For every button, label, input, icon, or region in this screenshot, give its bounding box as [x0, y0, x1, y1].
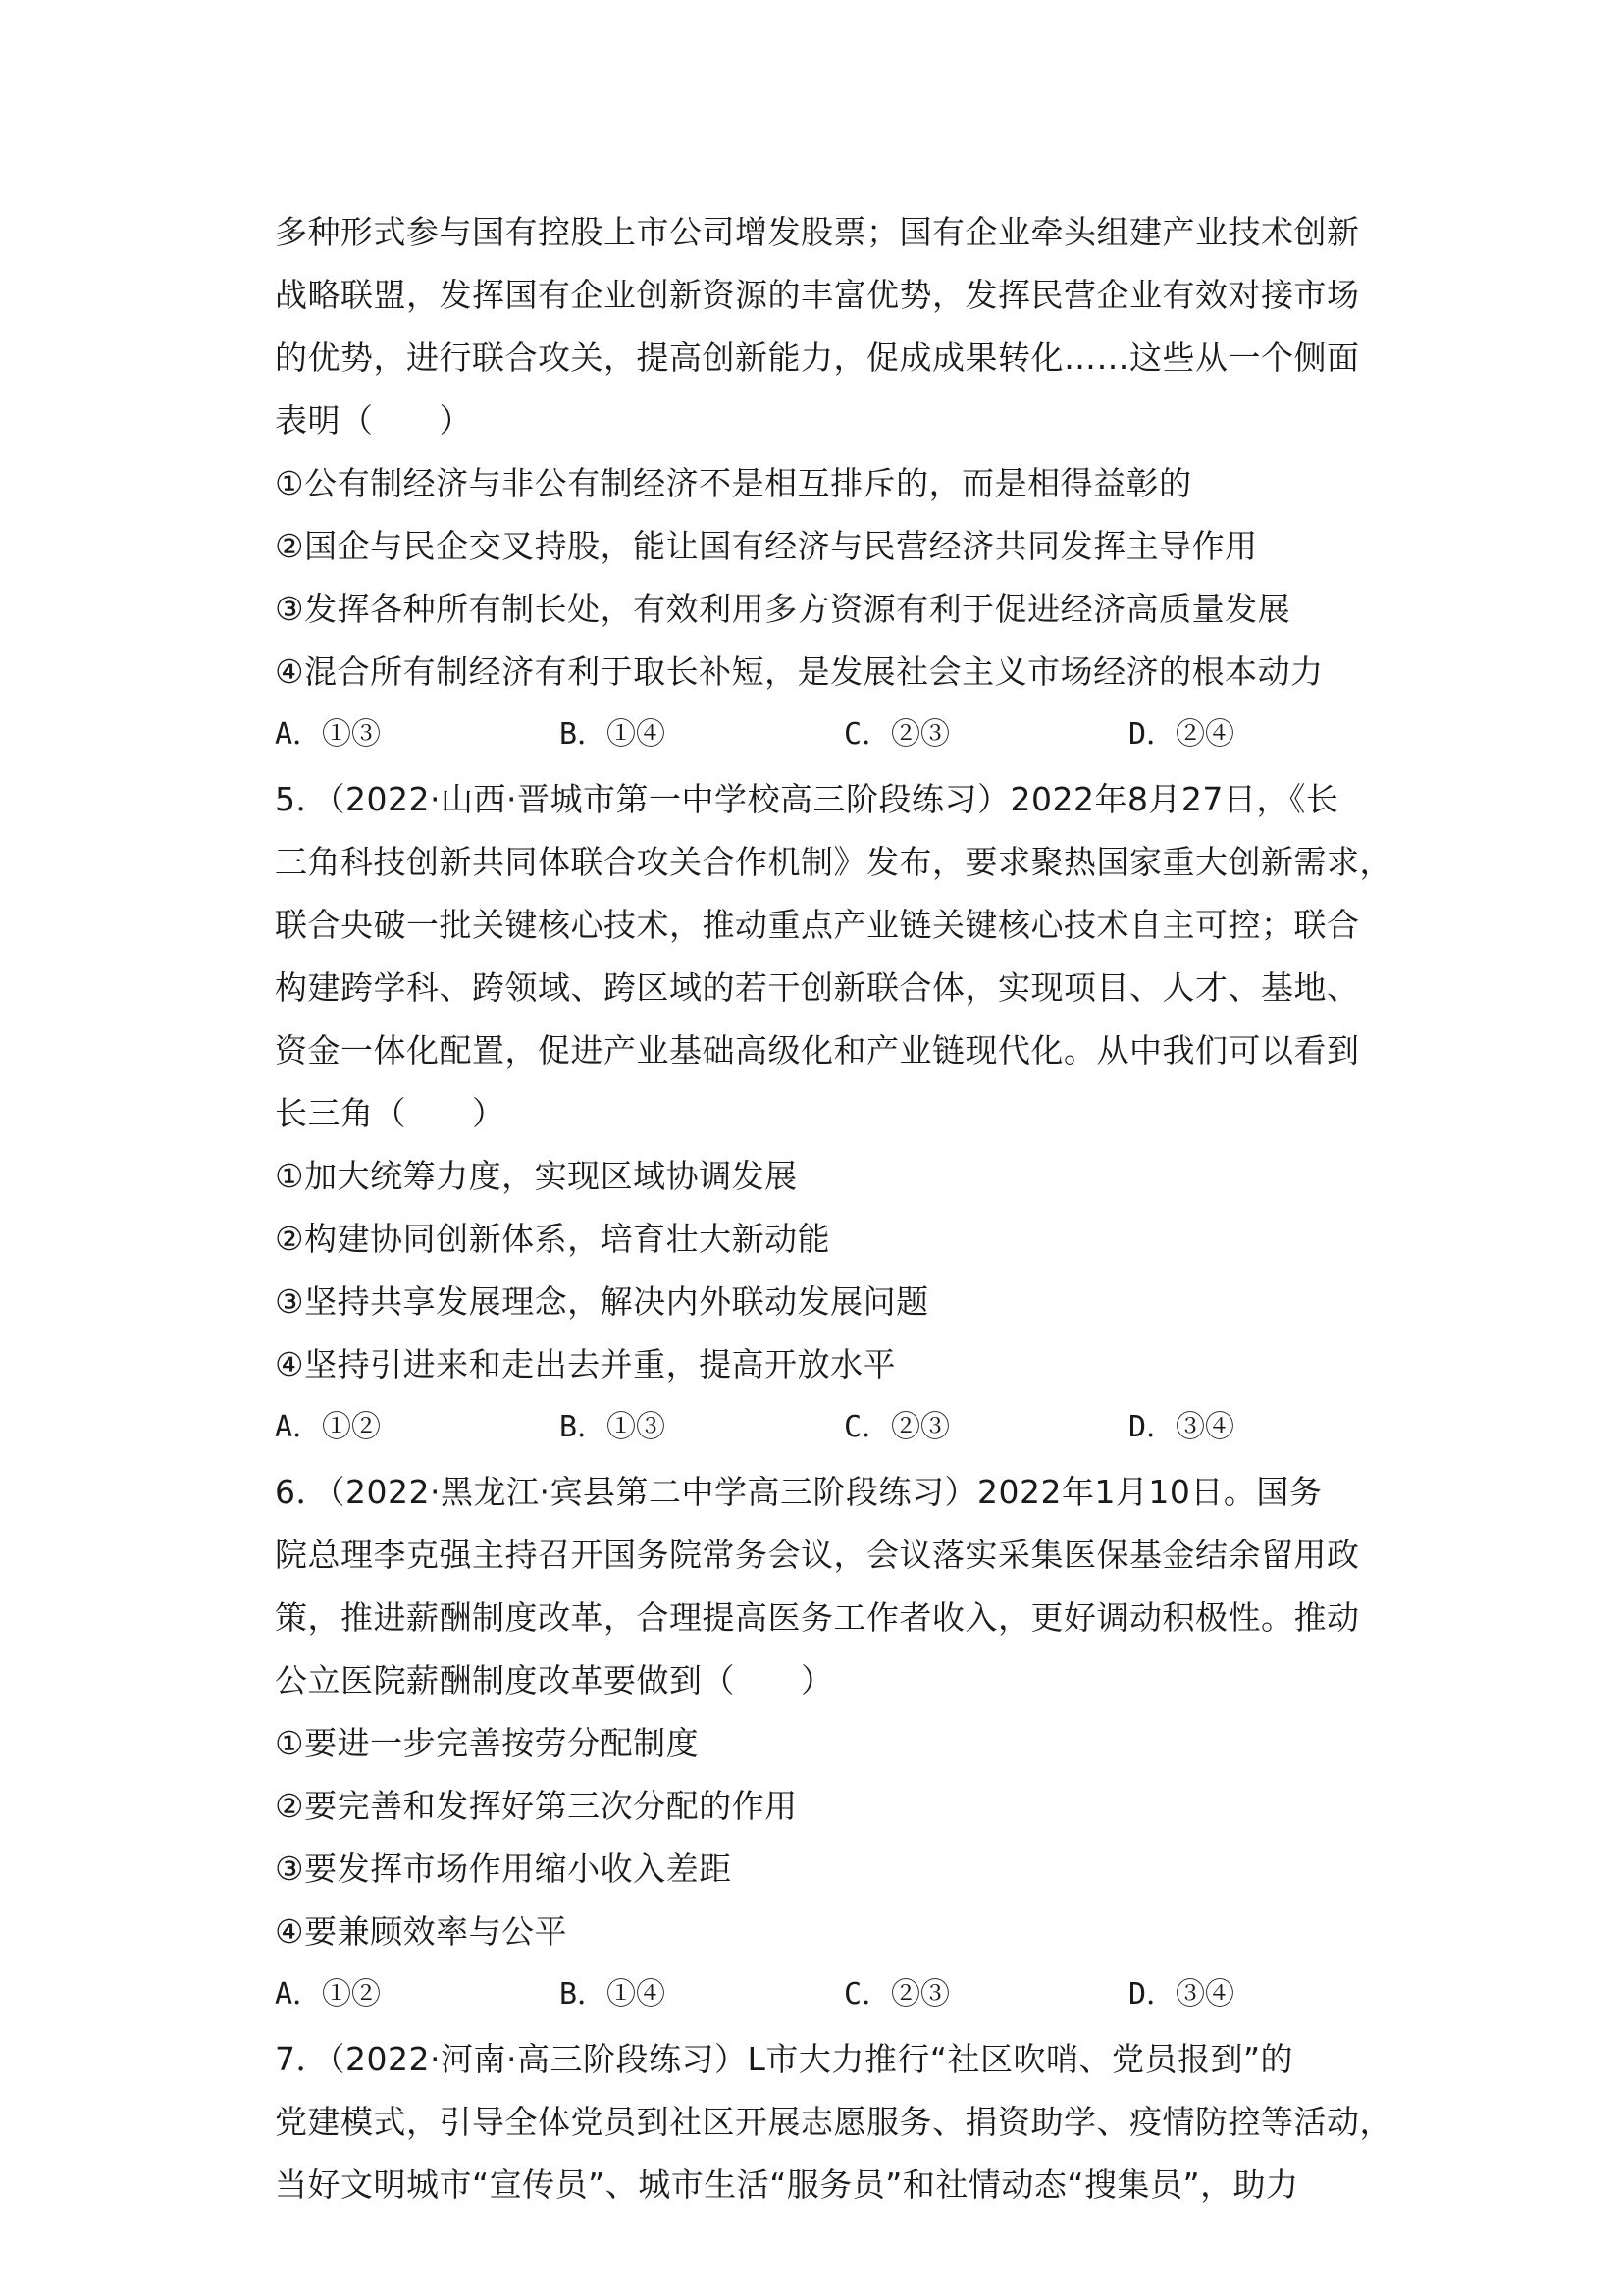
statement-1: ①要进一步完善按劳分配制度 [275, 1724, 700, 1762]
stem-line: 公立医院薪酬制度改革要做到（ ） [275, 1661, 834, 1699]
option-b: B．①④ [559, 717, 666, 752]
question-6-stem [275, 1461, 1364, 1712]
stem-line: 策，推进薪酬制度改革，合理提高医务工作者收入，更好调动积极性。推动 [275, 1598, 1360, 1637]
statement-3: ③坚持共享发展理念，解决内外联动发展问题 [275, 1282, 929, 1321]
question-5-options [275, 1396, 1364, 1461]
option-c: C．②③ [844, 1410, 951, 1444]
statement-4: ④坚持引进来和走出去并重，提高开放水平 [275, 1345, 897, 1383]
option-a: A．①③ [275, 717, 382, 752]
stem-line: 资金一体化配置，促进产业基础高级化和产业链现代化。从中我们可以看到 [275, 1031, 1360, 1070]
question-4 [275, 201, 1364, 768]
stem-line: 长三角（ ） [275, 1094, 505, 1132]
question-7-stem [275, 2028, 1392, 2217]
statement-3: ③要发挥市场作用缩小收入差距 [275, 1850, 732, 1888]
statement-2: ②要完善和发挥好第三次分配的作用 [275, 1787, 798, 1825]
question-7 [275, 2028, 1392, 2217]
question-5-statements [275, 1145, 1364, 1396]
option-a: A．①② [275, 1410, 382, 1444]
statement-2: ②构建协同创新体系，培育壮大新动能 [275, 1220, 831, 1258]
option-c: C．②③ [844, 1977, 951, 2011]
stem-line: 三角科技创新共同体联合攻关合作机制》发布，要求聚热国家重大创新需求， [275, 843, 1392, 881]
stem-line: 联合央破一批关键核心技术，推动重点产业链关键核心技术自主可控；联合 [275, 906, 1360, 944]
option-c: C．②③ [844, 717, 951, 752]
question-5 [275, 768, 1392, 1461]
stem-line: 构建跨学科、跨领域、跨区域的若干创新联合体，实现项目、人才、基地、 [275, 968, 1360, 1007]
question-5-stem [275, 768, 1392, 1145]
statement-3: ③发挥各种所有制长处，有效利用多方资源有利于促进经济高质量发展 [275, 590, 1291, 628]
statement-2: ②国企与民企交叉持股，能让国有经济与民营经济共同发挥主导作用 [275, 527, 1258, 565]
option-a: A．①② [275, 1977, 382, 2011]
stem-line: 院总理李克强主持召开国务院常务会议，会议落实采集医保基金结余留用政 [275, 1536, 1360, 1574]
stem-line: 当好文明城市“宣传员”、城市生活“服务员”和社情动态“搜集员”，助力 [275, 2166, 1299, 2204]
stem-line: 的优势，进行联合攻关，提高创新能力，促成成果转化……这些从一个侧面 [275, 339, 1360, 377]
page-content [275, 201, 1392, 2217]
question-6-statements [275, 1712, 1364, 1963]
statement-4: ④要兼顾效率与公平 [275, 1912, 568, 1951]
option-d: D．③④ [1128, 1410, 1235, 1444]
question-6 [275, 1461, 1364, 2028]
option-d: D．③④ [1128, 1977, 1235, 2011]
option-b: B．①④ [559, 1977, 666, 2011]
option-b: B．①③ [559, 1410, 666, 1444]
question-4-options [275, 704, 1364, 768]
question-4-stem [275, 201, 1364, 452]
question-6-options [275, 1963, 1364, 2028]
statement-4: ④混合所有制经济有利于取长补短，是发展社会主义市场经济的根本动力 [275, 652, 1324, 691]
stem-line: 5．（2022·山西·晋城市第一中学校高三阶段练习）2022年8月27日，《长 [275, 780, 1339, 818]
stem-line: 表明（ ） [275, 401, 472, 440]
question-4-statements [275, 452, 1364, 704]
statement-1: ①公有制经济与非公有制经济不是相互排斥的，而是相得益彰的 [275, 464, 1192, 502]
stem-line: 多种形式参与国有控股上市公司增发股票；国有企业牵头组建产业技术创新 [275, 213, 1360, 251]
stem-line: 6．（2022·黑龙江·宾县第二中学高三阶段练习）2022年1月10日。国务 [275, 1473, 1323, 1511]
stem-line: 7．（2022·河南·高三阶段练习）L市大力推行“社区吹哨、党员报到”的 [275, 2040, 1294, 2078]
option-d: D．②④ [1128, 717, 1235, 752]
statement-1: ①加大统筹力度，实现区域协调发展 [275, 1157, 798, 1195]
stem-line: 战略联盟，发挥国有企业创新资源的丰富优势，发挥民营企业有效对接市场 [275, 276, 1360, 314]
stem-line: 党建模式，引导全体党员到社区开展志愿服务、捐资助学、疫情防控等活动， [275, 2103, 1392, 2141]
